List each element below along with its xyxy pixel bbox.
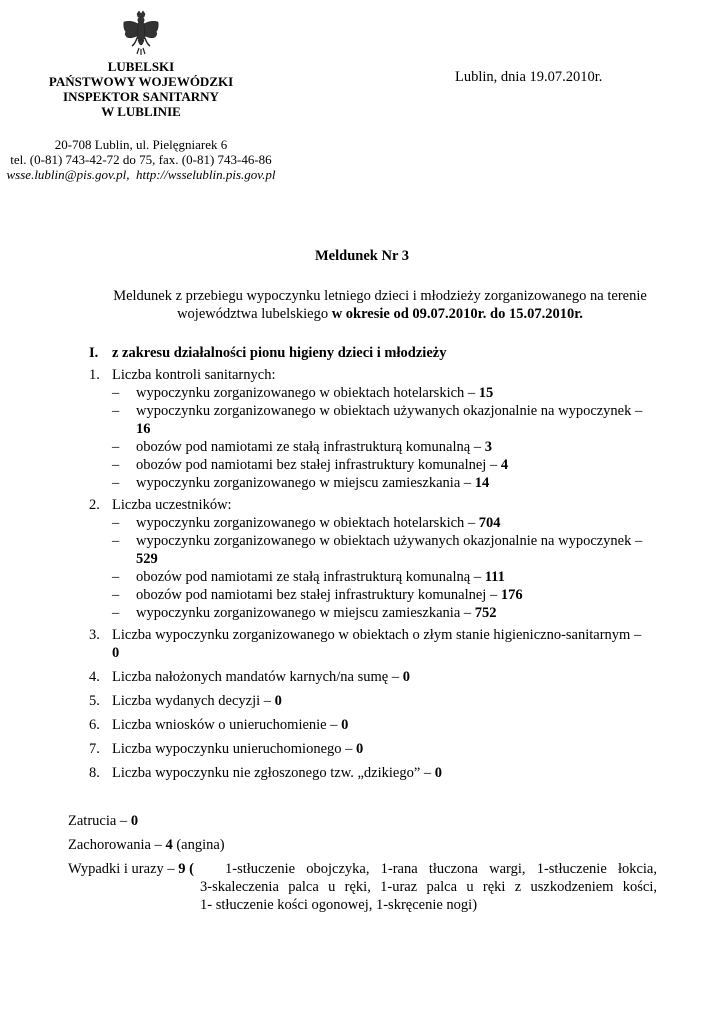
institution-line: INSPEKTOR SANITARNY xyxy=(63,89,219,104)
dash-bullet: – xyxy=(112,385,120,401)
dash-bullet: – xyxy=(112,439,120,455)
list-item xyxy=(112,402,672,420)
list-item-text: wypoczynku zorganizowanego w miejscu zamieszkania – 14 xyxy=(136,475,490,491)
phone-line: tel. (0-81) 743-42-72 do 75, fax. (0-81) 743-46-86 xyxy=(10,152,272,167)
illnesses-note: (angina) xyxy=(172,837,225,853)
dash-bullet: – xyxy=(112,403,120,419)
web-line xyxy=(0,167,282,182)
list-item-value: 176 xyxy=(500,587,523,603)
dash-bullet: – xyxy=(112,515,120,531)
item-text: Liczba wypoczynku unieruchomionego – 0 xyxy=(112,741,364,757)
poisonings-value: 0 xyxy=(130,813,139,829)
intro-line-1: Meldunek z przebiegu wypoczynku letniego dzieci i młodzieży zorganizowanego na terenie xyxy=(113,288,647,304)
list-item-value: 704 xyxy=(478,515,501,531)
item-number: 6. xyxy=(89,717,100,733)
item-text: Liczba wniosków o unieruchomienie – 0 xyxy=(112,717,349,733)
intro-period: w okresie od 09.07.2010r. do 15.07.2010r. xyxy=(331,306,583,322)
document-intro xyxy=(60,287,700,323)
intro-line-2-plain: województwa lubelskiego xyxy=(177,306,332,322)
illnesses-line: Zachorowania – 4 (angina) xyxy=(68,837,225,853)
list-item xyxy=(112,604,672,622)
item-number: 3. xyxy=(89,627,100,643)
item-text: Liczba nałożonych mandatów karnych/na sumę – 0 xyxy=(112,669,410,685)
illnesses-value: 4 xyxy=(165,837,173,853)
list-item xyxy=(112,456,672,474)
accidents-detail-2: 3-skaleczenia palca u ręki, 1-uraz palca u ręki z uszkodzeniem kości, xyxy=(200,879,657,895)
list-item-value: 529 xyxy=(136,551,158,567)
item-value: 0 xyxy=(341,717,349,733)
list-item-continuation xyxy=(112,550,672,568)
list-item-text: wypoczynku zorganizowanego w obiektach używanych okazjonalnie na wypoczynek – xyxy=(136,533,643,549)
item-number: 5. xyxy=(89,693,100,709)
dash-bullet: – xyxy=(112,587,120,603)
accidents-paren: ( xyxy=(185,861,194,877)
item-number: 1. xyxy=(89,367,100,383)
document-title: Meldunek Nr 3 xyxy=(315,248,409,264)
document-date: Lublin, dnia 19.07.2010r. xyxy=(455,69,603,85)
item-number: 7. xyxy=(89,741,100,757)
list-item-text: obozów pod namiotami bez stałej infrastruktury komunalnej – 176 xyxy=(136,587,523,603)
item-number: 2. xyxy=(89,497,100,513)
list-item xyxy=(112,514,672,532)
list-item xyxy=(112,568,672,586)
list-item-value: 3 xyxy=(484,439,492,455)
item-number: 4. xyxy=(89,669,100,685)
item-value: 0 xyxy=(402,669,410,685)
dash-bullet: – xyxy=(112,569,120,585)
list-item-text: obozów pod namiotami ze stałą infrastrukturą komunalną – 111 xyxy=(136,569,505,585)
item-text: Liczba wypoczynku nie zgłoszonego tzw. „dzikiego” – 0 xyxy=(112,765,443,781)
item-value: 0 xyxy=(434,765,443,781)
item-value: 0 xyxy=(356,741,364,757)
accidents-detail-3: 1- stłuczenie kości ogonowej, 1-skręcenie nogi) xyxy=(200,897,478,913)
address-line: 20-708 Lublin, ul. Pielęgniarek 6 xyxy=(54,137,228,152)
list-item-value: 4 xyxy=(500,457,509,473)
item-text: Liczba wydanych decyzji – 0 xyxy=(112,693,282,709)
item-text: Liczba wypoczynku zorganizowanego w obiektach o złym stanie higieniczno-sanitarnym – xyxy=(112,627,642,643)
list-item-value: 14 xyxy=(474,475,490,491)
sub-list xyxy=(112,514,672,622)
list-item-text: wypoczynku zorganizowanego w obiektach hotelarskich – 704 xyxy=(136,515,501,531)
item-value: 0 xyxy=(274,693,282,709)
intro-line-2 xyxy=(60,305,700,323)
institution-line: PAŃSTWOWY WOJEWÓDZKI xyxy=(48,74,234,89)
list-item xyxy=(112,438,672,456)
list-item xyxy=(112,586,672,604)
item-number: 8. xyxy=(89,765,100,781)
sub-list xyxy=(112,384,672,492)
email-link[interactable]: wsse.lublin@pis.gov.pl, xyxy=(6,167,130,182)
item-value: 0 xyxy=(112,645,120,661)
list-item-text: wypoczynku zorganizowanego w obiektach hotelarskich – 15 xyxy=(136,385,494,401)
list-item xyxy=(112,384,672,402)
dash-bullet: – xyxy=(112,605,120,621)
list-item xyxy=(112,532,672,550)
dash-bullet: – xyxy=(112,457,120,473)
list-item-text: wypoczynku zorganizowanego w miejscu zamieszkania – 752 xyxy=(136,605,497,621)
section-heading: z zakresu działalności pionu higieny dzieci i młodzieży xyxy=(112,345,447,361)
website-link[interactable]: http://wsselublin.pis.gov.pl xyxy=(135,167,276,182)
accidents-label: Wypadki i urazy – 9 ( xyxy=(68,861,194,877)
section-numeral: I. xyxy=(89,345,99,361)
list-item-text: obozów pod namiotami ze stałą infrastrukturą komunalną – 3 xyxy=(136,439,492,455)
list-item-text: obozów pod namiotami bez stałej infrastruktury komunalnej – 4 xyxy=(136,457,509,473)
list-item-value: 15 xyxy=(478,385,494,401)
list-item-value: 111 xyxy=(484,569,505,585)
list-item-continuation xyxy=(112,420,672,438)
institution-contact xyxy=(0,137,282,182)
polish-eagle-emblem xyxy=(121,10,161,56)
item-label: Liczba kontroli sanitarnych: xyxy=(112,367,276,383)
list-item-value: 752 xyxy=(474,605,497,621)
dash-bullet: – xyxy=(112,475,120,491)
list-item-text: wypoczynku zorganizowanego w obiektach używanych okazjonalnie na wypoczynek – xyxy=(136,403,643,419)
accidents-detail-1: 1-stłuczenie obojczyka, 1-rana tłuczona wargi, 1-stłuczenie łokcia, xyxy=(225,861,657,877)
accidents-value: 9 xyxy=(178,861,186,877)
dash-bullet: – xyxy=(112,533,120,549)
item-label: Liczba uczestników: xyxy=(112,497,232,513)
institution-line: LUBELSKI xyxy=(107,59,175,74)
institution-name xyxy=(20,59,262,119)
poisonings-line: Zatrucia – 0 xyxy=(68,813,139,829)
list-item xyxy=(112,474,672,492)
list-item-value: 16 xyxy=(136,421,151,437)
institution-line: W LUBLINIE xyxy=(101,104,181,119)
